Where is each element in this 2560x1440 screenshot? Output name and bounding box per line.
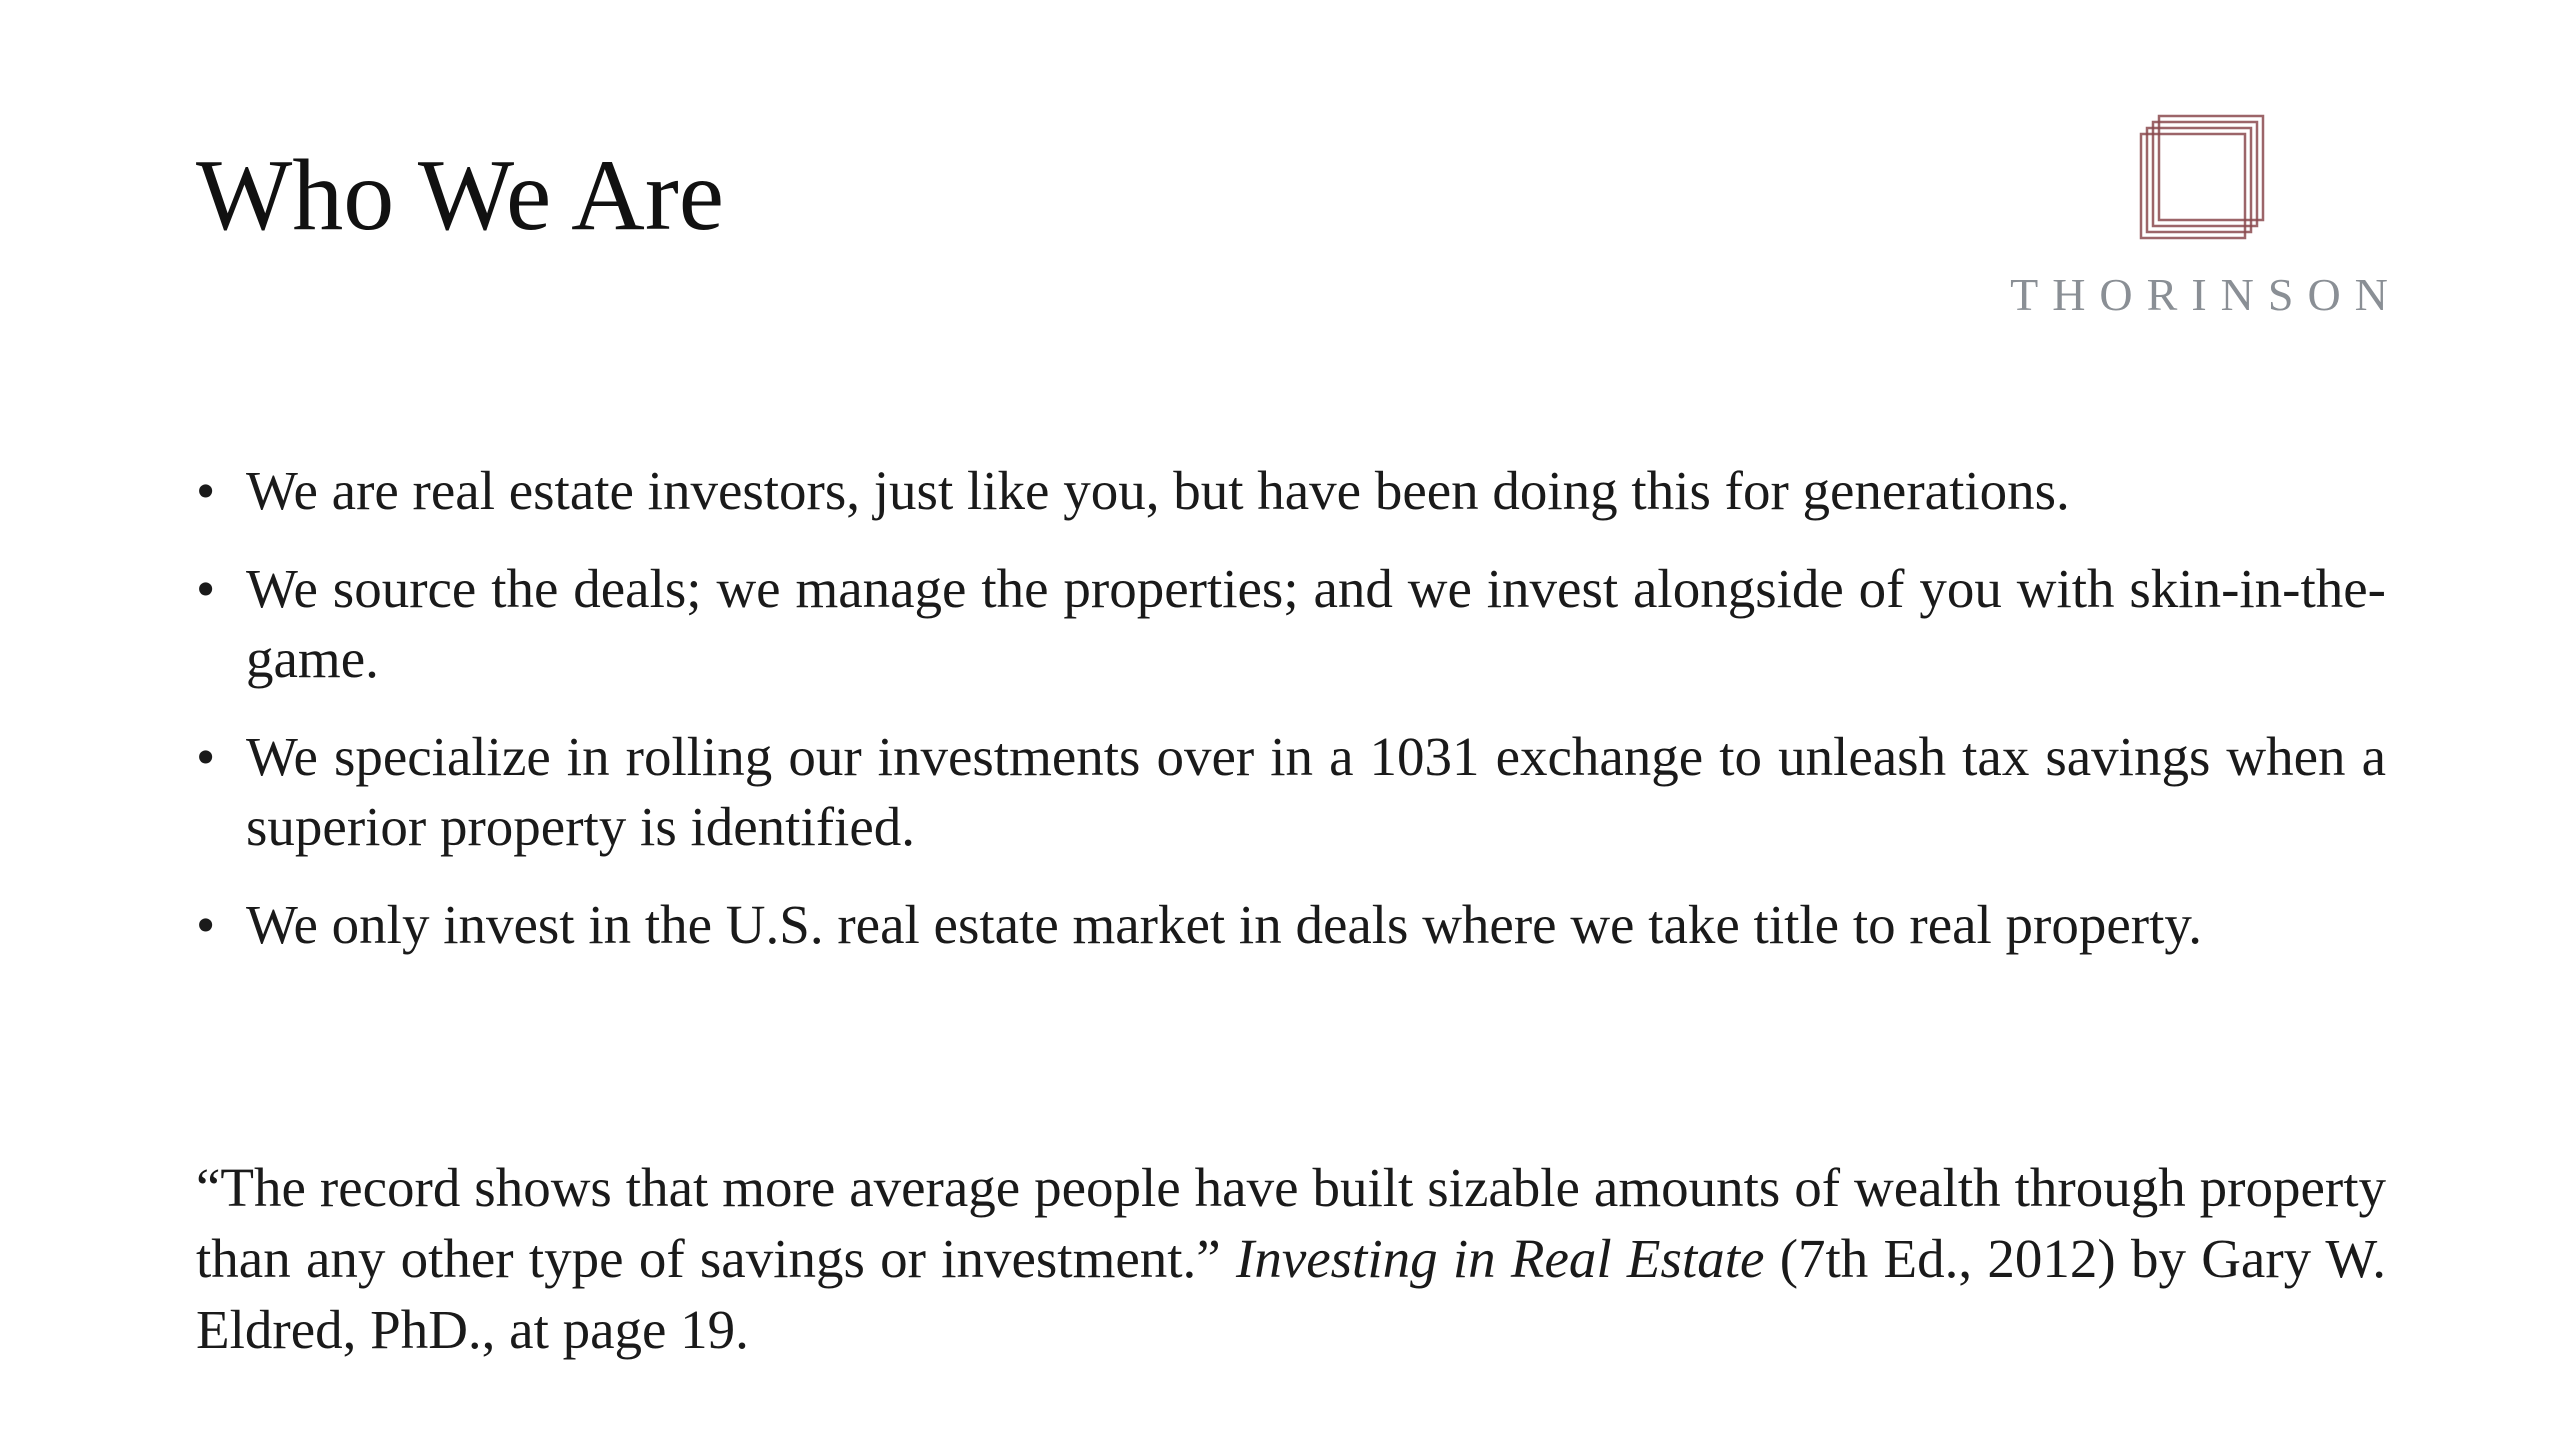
stacked-squares-icon — [2135, 112, 2275, 252]
bullet-item — [196, 890, 2386, 960]
bullet-item — [196, 456, 2386, 526]
quote-book-title: Investing in Real Estate — [1236, 1228, 1765, 1289]
bullet-dot-icon: • — [196, 558, 216, 619]
bullet-text: We source the deals; we manage the properties; and we invest alongside of you with skin-in-the-game. — [246, 558, 2386, 689]
bullet-list — [196, 456, 2386, 988]
bullet-text: We specialize in rolling our investments over in a 1031 exchange to unleash tax savings when a superior property is identified. — [246, 726, 2386, 857]
quote-text: “The record shows that more average people have built sizable amounts of wealth through property than any other type of savings or investment.” — [196, 1157, 2386, 1289]
bullet-text: We are real estate investors, just like you, but have been doing this for generations. — [246, 460, 2070, 521]
bullet-item — [196, 722, 2386, 862]
page-title: Who We Are — [196, 139, 725, 252]
logo-wordmark: THORINSON — [2010, 269, 2402, 320]
bullet-dot-icon: • — [196, 894, 216, 955]
quote-block — [196, 1152, 2386, 1365]
bullet-dot-icon: • — [196, 726, 216, 787]
company-logo — [2000, 112, 2412, 322]
quote-citation: (7th Ed., 2012) by Gary W. Eldred, PhD., at page 19. — [196, 1228, 2387, 1360]
bullet-dot-icon: • — [196, 460, 216, 521]
bullet-text: We only invest in the U.S. real estate market in deals where we take title to real property. — [246, 894, 2203, 955]
bullet-item — [196, 554, 2386, 694]
